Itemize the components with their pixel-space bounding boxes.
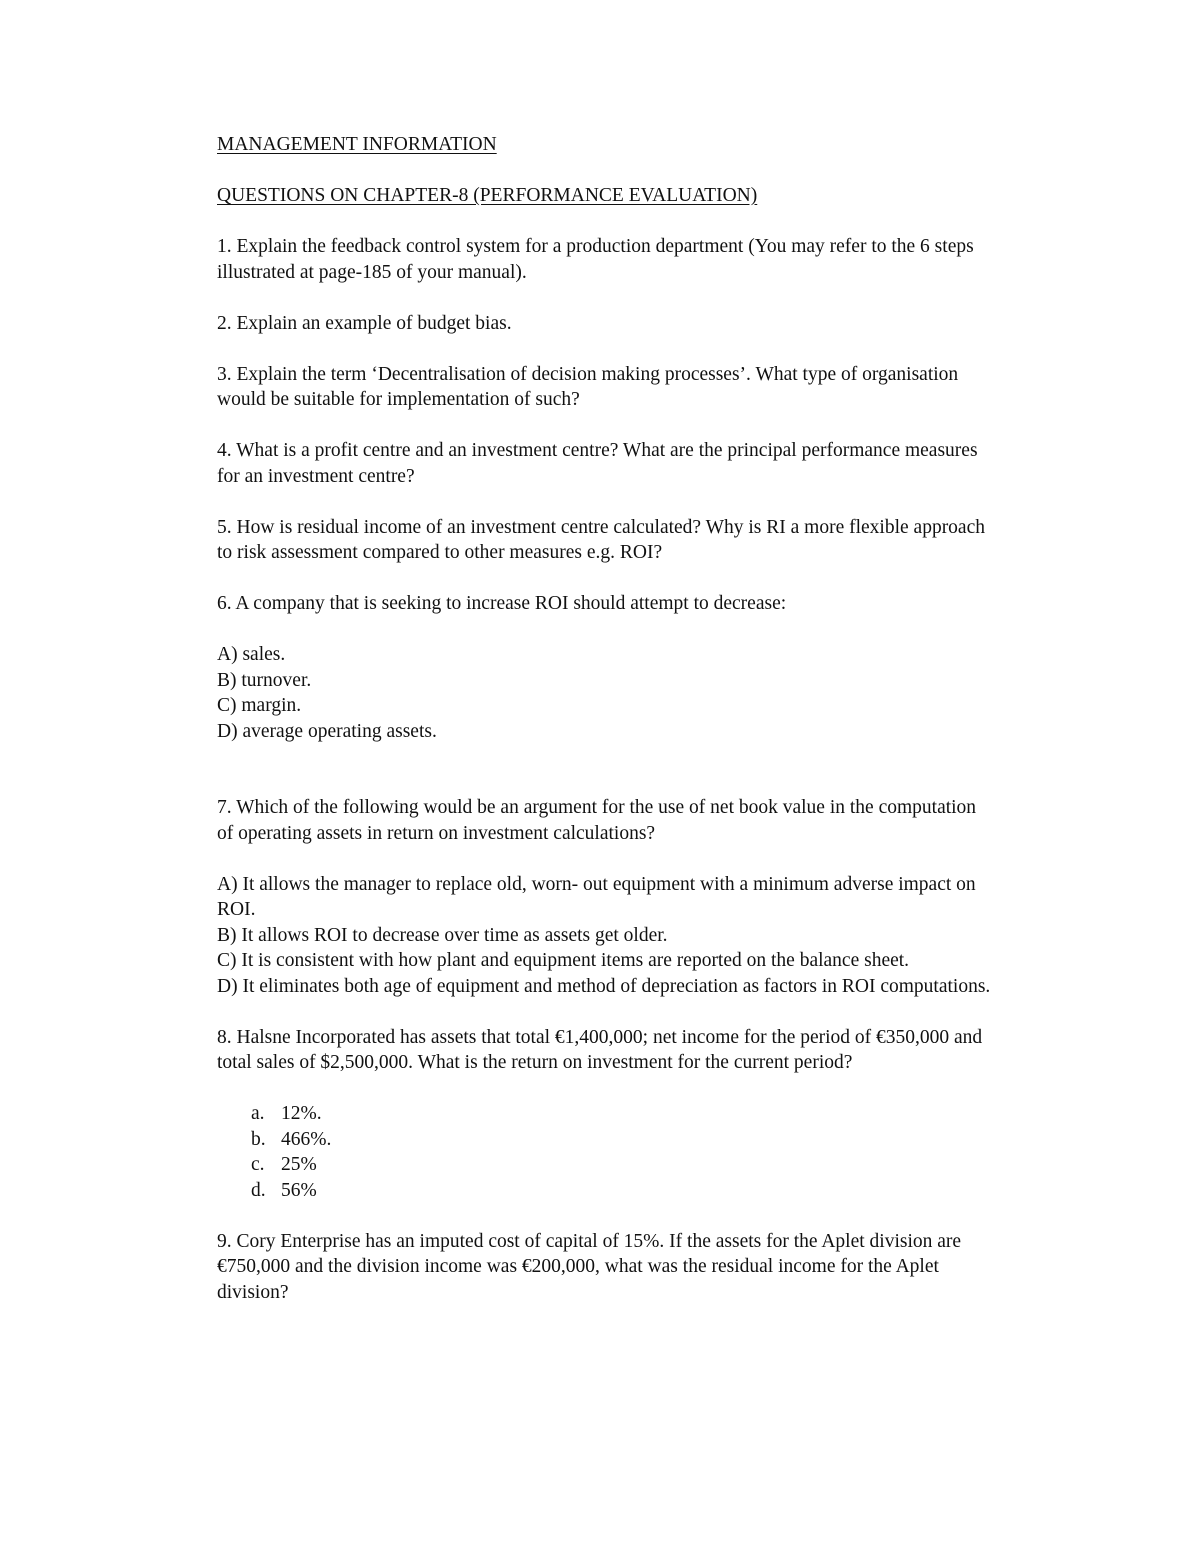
option-letter: c. (251, 1154, 265, 1175)
question-6-option-c: C) margin. (217, 695, 302, 716)
question-7 (217, 795, 992, 999)
question-6-option-d: D) average operating assets. (217, 720, 437, 742)
option-letter: d. (251, 1179, 266, 1201)
question-8-option-d (217, 1178, 992, 1204)
question-5: 5. How is residual income of an investment centre calculated? Why is RI a more flexible approach to risk assessment compared to other measures e.g. ROI? (217, 516, 985, 563)
document-title: MANAGEMENT INFORMATION (217, 134, 497, 155)
question-6-text: 6. A company that is seeking to increase ROI should attempt to decrease: (217, 593, 787, 614)
question-3: 3. Explain the term ‘Decentralisation of decision making processes’. What type of organisation would be suitable for implementation of such? (217, 363, 959, 410)
question-2: 2. Explain an example of budget bias. (217, 312, 512, 334)
option-letter: a. (251, 1103, 265, 1124)
question-4: 4. What is a profit centre and an investment centre? What are the principal performance measures for an investment centre? (217, 440, 978, 487)
question-6 (217, 591, 992, 744)
question-7-options (217, 872, 992, 1000)
option-value: 466%. (281, 1128, 332, 1150)
question-6-options (217, 642, 992, 744)
question-8-option-b (217, 1127, 992, 1153)
question-9: 9. Cory Enterprise has an imputed cost of capital of 15%. If the assets for the Aplet division are €750,000 and the division income was €200,000, what was the residual income for the Aplet division? (217, 1230, 962, 1303)
question-6-option-a: A) sales. (217, 644, 286, 665)
option-value: 56% (281, 1179, 317, 1201)
question-8-option-a (217, 1101, 992, 1127)
question-6-option-b: B) turnover. (217, 669, 312, 691)
document-page (217, 132, 992, 1331)
document-subtitle: QUESTIONS ON CHAPTER-8 (PERFORMANCE EVALUATION) (217, 185, 758, 206)
option-value: 12%. (281, 1103, 322, 1124)
question-8-text: 8. Halsne Incorporated has assets that total €1,400,000; net income for the period of €350,000 and total sales of $2,500,000. What is the return on investment for the current period? (217, 1026, 983, 1073)
question-1: 1. Explain the feedback control system for a production department (You may refer to the 6 steps illustrated at page-185 of your manual). (217, 236, 974, 283)
question-7-option-d: D) It eliminates both age of equipment and method of depreciation as factors in ROI computations. (217, 975, 991, 997)
question-7-option-b: B) It allows ROI to decrease over time as assets get older. (217, 924, 668, 946)
question-7-option-a: A) It allows the manager to replace old, worn- out equipment with a minimum adverse impact on ROI. (217, 873, 976, 920)
option-letter: b. (251, 1128, 266, 1150)
question-7-option-c: C) It is consistent with how plant and equipment items are reported on the balance sheet. (217, 950, 910, 971)
question-8-options (217, 1101, 992, 1203)
option-value: 25% (281, 1154, 317, 1175)
question-8-option-c (217, 1152, 992, 1178)
question-7-text: 7. Which of the following would be an argument for the use of net book value in the computation of operating assets in return on investment calculations? (217, 797, 977, 844)
question-8 (217, 1025, 992, 1204)
